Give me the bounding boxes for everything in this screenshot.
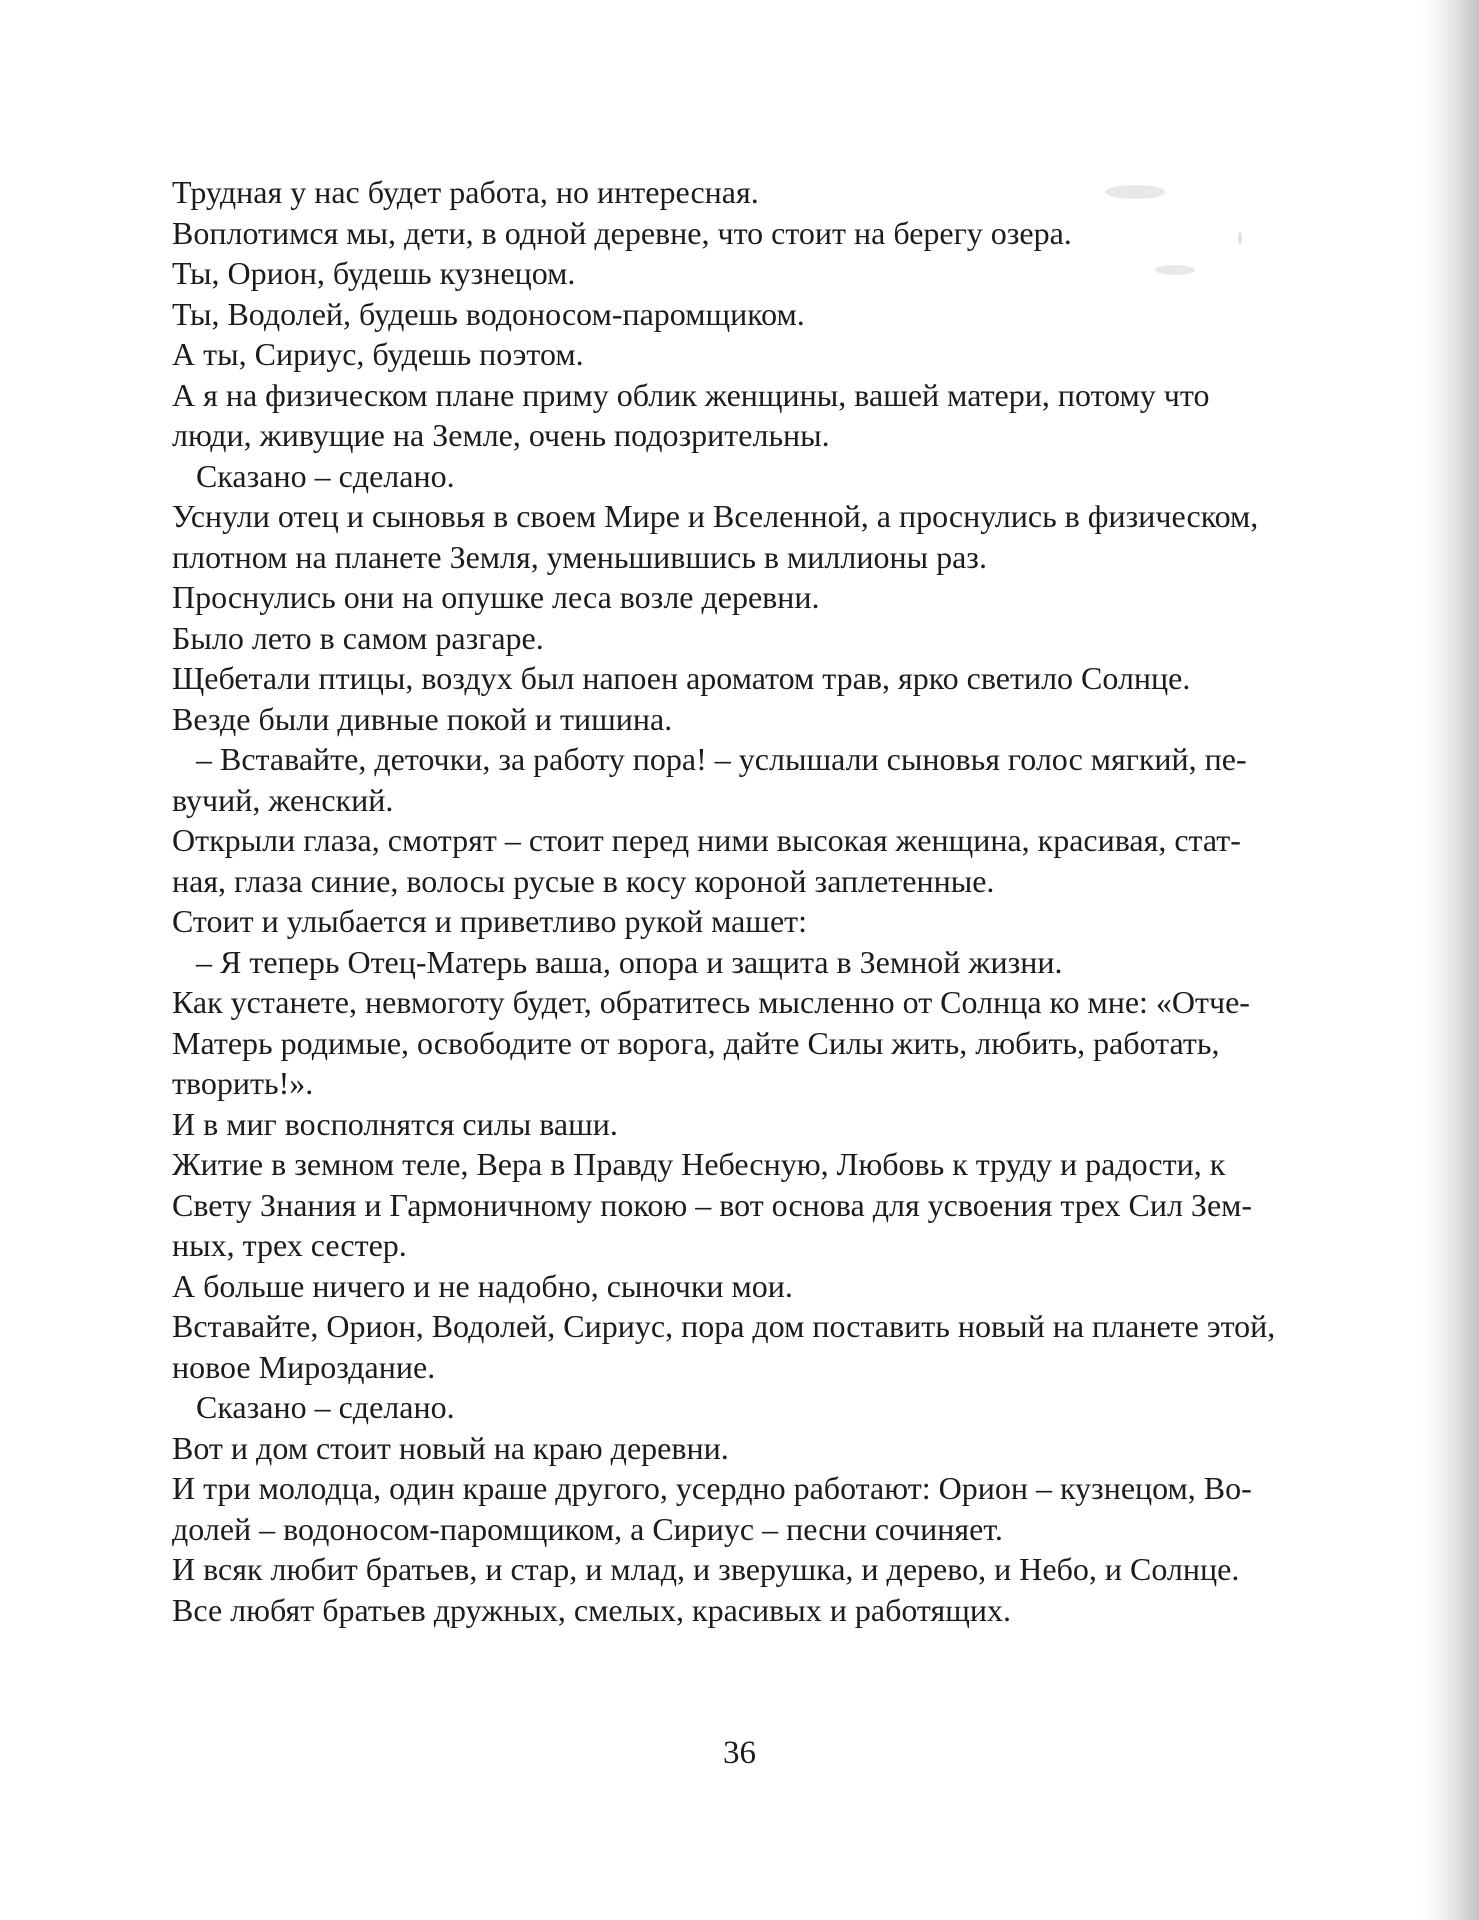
- text-line: ных, трех сестер.: [172, 1227, 407, 1263]
- text-line: Открыли глаза, смотрят – стоит перед ними высокая женщина, красивая, стат-: [172, 822, 1241, 858]
- text-line: Щебетали птицы, воздух был напоен ароматом трав, ярко светило Солнце.: [172, 660, 1191, 696]
- text-line: ная, глаза синие, волосы русые в косу короной заплетенные.: [172, 862, 995, 899]
- text-line: плотном на планете Земля, уменьшившись в миллионы раз.: [172, 538, 987, 575]
- text-line: И в миг восполнятся силы ваши.: [172, 1105, 618, 1142]
- text-line: Везде были дивные покой и тишина.: [172, 700, 673, 737]
- text-line: – Я теперь Отец-Матерь ваша, опора и защита в Земной жизни.: [196, 943, 1063, 980]
- text-line: Ты, Водолей, будешь водоносом-паромщиком.: [172, 295, 805, 332]
- text-line: Стоит и улыбается и приветливо рукой машет:: [172, 903, 808, 939]
- text-line: творить!».: [172, 1065, 314, 1101]
- text-line: Как устанете, невмоготу будет, обратитесь мысленно от Солнца ко мне: «Отче-: [172, 984, 1250, 1020]
- text-line: новое Мироздание.: [172, 1348, 436, 1385]
- text-line: Ты, Орион, будешь кузнецом.: [172, 255, 576, 291]
- body-text: [172, 172, 1432, 1630]
- text-line: Сказано – сделано.: [196, 1389, 455, 1425]
- text-line: люди, живущие на Земле, очень подозрительны.: [172, 417, 830, 453]
- text-line: Житие в земном теле, Вера в Правду Небесную, Любовь к труду и радости, к: [172, 1146, 1226, 1182]
- text-line: И всяк любит братьев, и стар, и млад, и зверушка, и дерево, и Небо, и Солнце.: [172, 1551, 1240, 1587]
- text-line: Проснулись они на опушке леса возле деревни.: [172, 579, 820, 615]
- text-line: И три молодца, один краше другого, усердно работают: Орион – кузнецом, Во-: [172, 1470, 1252, 1506]
- text-line: Свету Знания и Гармоничному покою – вот основа для усвоения трех Сил Зем-: [172, 1186, 1253, 1223]
- text-line: Воплотимся мы, дети, в одной деревне, что стоит на берегу озера.: [172, 214, 1072, 251]
- text-line: вучий, женский.: [172, 781, 394, 818]
- text-line: А ты, Сириус, будешь поэтом.: [172, 336, 584, 372]
- text-line: долей – водоносом-паромщиком, а Сириус – песни сочиняет.: [172, 1510, 1003, 1547]
- text-line: Было лето в самом разгаре.: [172, 619, 544, 656]
- text-line: Вот и дом стоит новый на краю деревни.: [172, 1429, 729, 1466]
- text-line: Все любят братьев дружных, смелых, красивых и работящих.: [172, 1591, 1011, 1628]
- text-line: Уснули отец и сыновья в своем Мире и Вселенной, а проснулись в физическом,: [172, 498, 1259, 534]
- page-number: 36: [723, 1735, 756, 1771]
- text-line: Матерь родимые, освободите от ворога, дайте Силы жить, любить, работать,: [172, 1024, 1220, 1061]
- text-line: Сказано – сделано.: [196, 457, 455, 494]
- text-line: А я на физическом плане приму облик женщины, вашей матери, потому что: [172, 376, 1210, 413]
- text-line: Трудная у нас будет работа, но интересная.: [172, 174, 759, 210]
- text-line: Вставайте, Орион, Водолей, Сириус, пора дом поставить новый на планете этой,: [172, 1308, 1276, 1344]
- text-line: – Вставайте, деточки, за работу пора! – услышали сыновья голос мягкий, пе-: [196, 741, 1247, 777]
- text-line: А больше ничего и не надобно, сыночки мои.: [172, 1267, 793, 1304]
